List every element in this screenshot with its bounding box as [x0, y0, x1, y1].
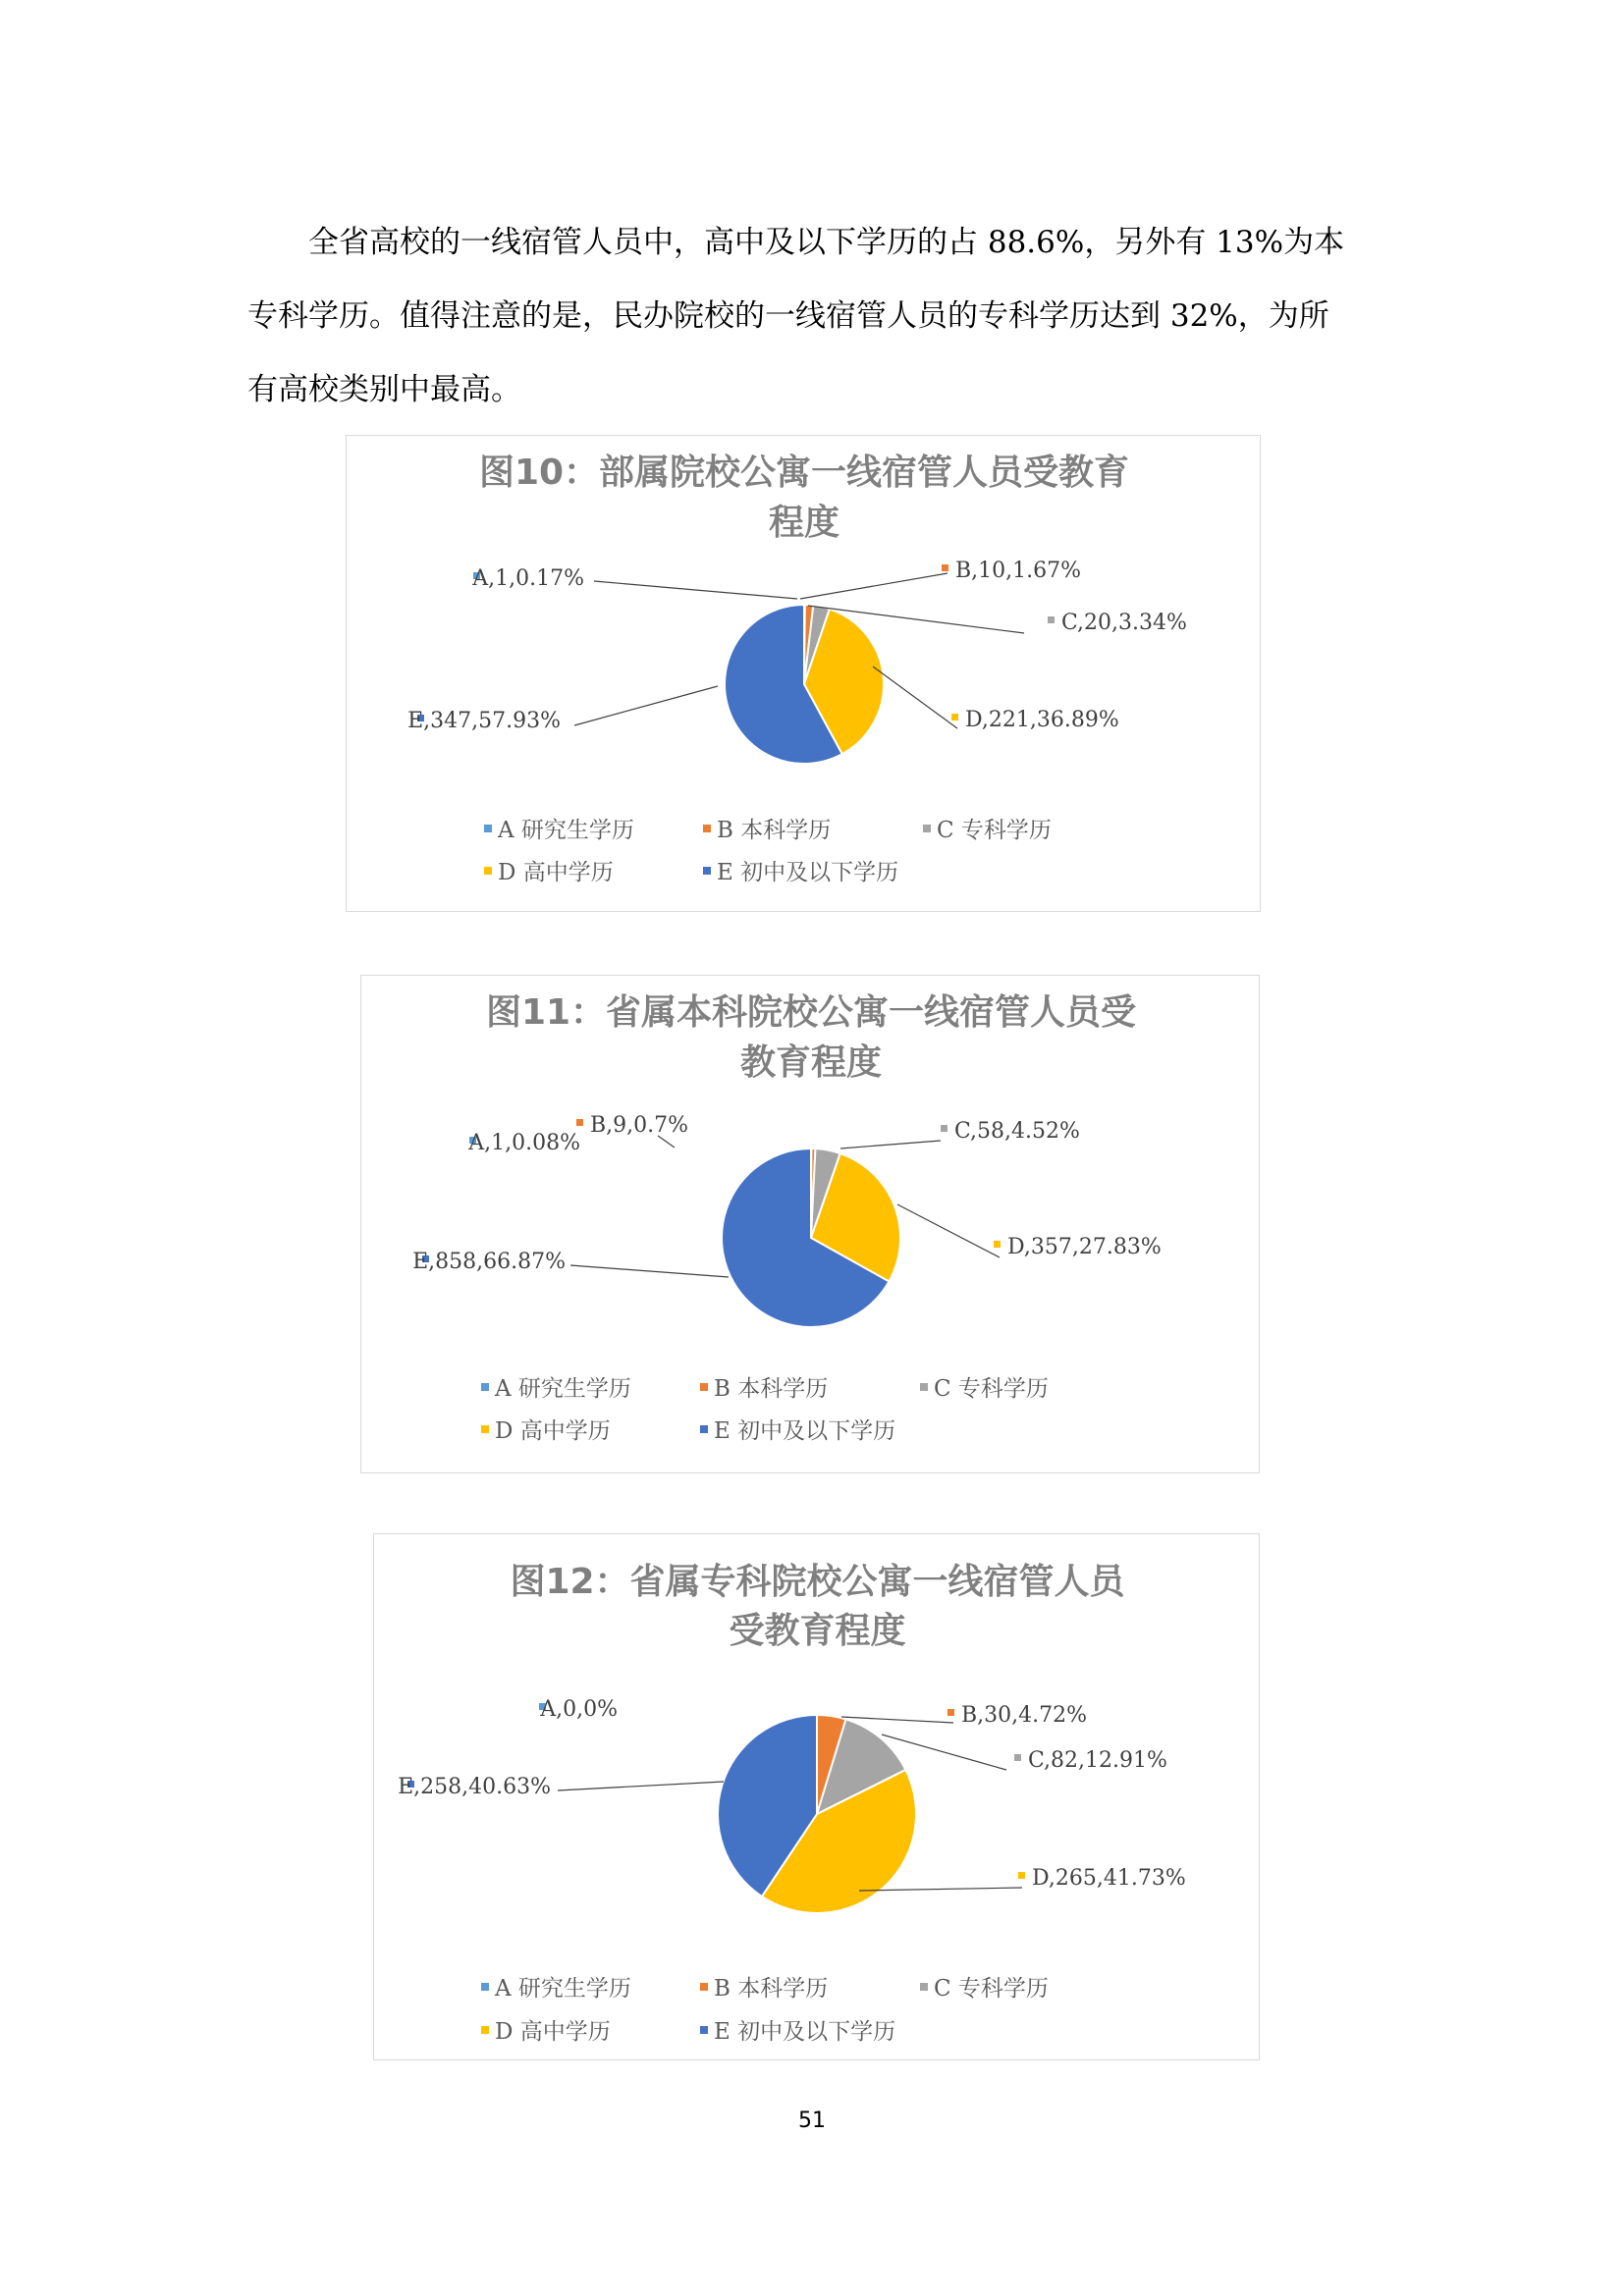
legend-item-e: E 初中及以下学历: [717, 860, 899, 885]
paragraph-line-2: 专科学历。值得注意的是，民办院校的一线宿管人员的专科学历达到 32%，为所: [247, 298, 1329, 334]
legend-item-e: E 初中及以下学历: [714, 1418, 896, 1444]
body-paragraph: [247, 206, 1386, 427]
data-label-marker: [1014, 1754, 1021, 1761]
chart-title-line: 教育程度: [739, 1042, 883, 1083]
legend-swatch: [700, 2026, 708, 2034]
leader-line: [594, 581, 797, 599]
data-label-d: D,221,36.89%: [965, 708, 1119, 732]
legend-swatch: [481, 1425, 489, 1433]
data-label-b: B,30,4.72%: [961, 1703, 1088, 1728]
data-label-marker: [951, 714, 958, 721]
data-label-marker: [1018, 1872, 1025, 1879]
chart-title-line: 图10：部属院校公寓一线宿管人员受教育: [478, 453, 1130, 493]
legend-item-b: B 本科学历: [717, 818, 832, 843]
data-label-d: D,357,27.83%: [1007, 1235, 1162, 1259]
legend-item-a: A 研究生学历: [495, 1976, 631, 2002]
legend-item-a: A 研究生学历: [495, 1376, 631, 1402]
leader-line: [800, 573, 947, 599]
chart-title-line: 程度: [768, 503, 840, 543]
data-label-marker: [994, 1241, 1001, 1248]
legend-swatch: [481, 1983, 489, 1991]
legend-item-d: D 高中学历: [495, 1418, 611, 1444]
legend-swatch: [484, 867, 492, 875]
legend-swatch: [484, 825, 492, 832]
chart-title-line: 受教育程度: [729, 1611, 906, 1651]
paragraph-line-1: 全省高校的一线宿管人员中，高中及以下学历的占 88.6%，另外有 13%为本: [308, 225, 1345, 260]
legend-item-b: B 本科学历: [714, 1976, 829, 2002]
legend-swatch: [700, 1425, 708, 1433]
paragraph-line-3: 有高校类别中最高。: [247, 372, 521, 407]
page-number: 51: [798, 2109, 826, 2133]
legend-swatch: [481, 1383, 489, 1391]
pie-chart-svg: [361, 976, 1261, 1474]
data-label-c: C,58,4.52%: [954, 1119, 1080, 1144]
legend-swatch: [700, 1383, 708, 1391]
leader-line: [841, 1717, 953, 1723]
leader-line: [570, 1265, 729, 1277]
legend-item-c: C 专科学历: [934, 1976, 1049, 2002]
chart-title-line: 图12：省属专科院校公寓一线宿管人员: [510, 1562, 1125, 1602]
data-label-c: C,20,3.34%: [1061, 611, 1187, 635]
data-label-b: B,10,1.67%: [955, 559, 1082, 583]
legend-item-e: E 初中及以下学历: [714, 2019, 896, 2045]
leader-line: [873, 667, 957, 728]
leader-line: [897, 1204, 1000, 1257]
data-label-a: A,1,0.08%: [468, 1131, 580, 1155]
pie-chart-figure-11: [360, 975, 1260, 1473]
data-label-marker: [947, 1709, 954, 1716]
leader-line: [840, 1141, 941, 1148]
data-label-a: A,1,0.17%: [472, 566, 584, 591]
legend-swatch: [920, 1983, 928, 1991]
leader-line: [558, 1782, 724, 1790]
data-label-a: A,0,0%: [540, 1697, 618, 1722]
legend-swatch: [700, 1983, 708, 1991]
legend-swatch: [923, 825, 931, 832]
data-label-b: B,9,0.7%: [590, 1113, 689, 1138]
legend-item-c: C 专科学历: [934, 1376, 1049, 1402]
pie-chart-svg: [374, 1534, 1261, 2061]
data-label-marker: [1048, 616, 1055, 623]
data-label-e: E,258,40.63%: [398, 1775, 551, 1799]
data-label-marker: [942, 564, 948, 571]
pie-chart-svg: [347, 436, 1262, 913]
legend-swatch: [920, 1383, 928, 1391]
legend-swatch: [703, 825, 711, 832]
pie-chart-figure-10: [346, 435, 1261, 912]
data-label-d: D,265,41.73%: [1032, 1866, 1186, 1891]
data-label-marker: [576, 1119, 583, 1126]
legend-item-d: D 高中学历: [495, 2019, 611, 2045]
data-label-e: E,347,57.93%: [407, 709, 561, 733]
leader-line: [574, 686, 718, 725]
pie-chart-figure-12: [373, 1533, 1260, 2060]
legend-item-c: C 专科学历: [937, 818, 1052, 843]
legend-swatch: [481, 2026, 489, 2034]
legend-swatch: [703, 867, 711, 875]
legend-item-b: B 本科学历: [714, 1376, 829, 1402]
legend-item-d: D 高中学历: [498, 860, 614, 885]
data-label-e: E,858,66.87%: [412, 1250, 566, 1274]
data-label-marker: [941, 1125, 947, 1132]
data-label-c: C,82,12.91%: [1028, 1748, 1167, 1773]
chart-title-line: 图11：省属本科院校公寓一线宿管人员受: [485, 992, 1137, 1033]
legend-item-a: A 研究生学历: [498, 818, 634, 843]
